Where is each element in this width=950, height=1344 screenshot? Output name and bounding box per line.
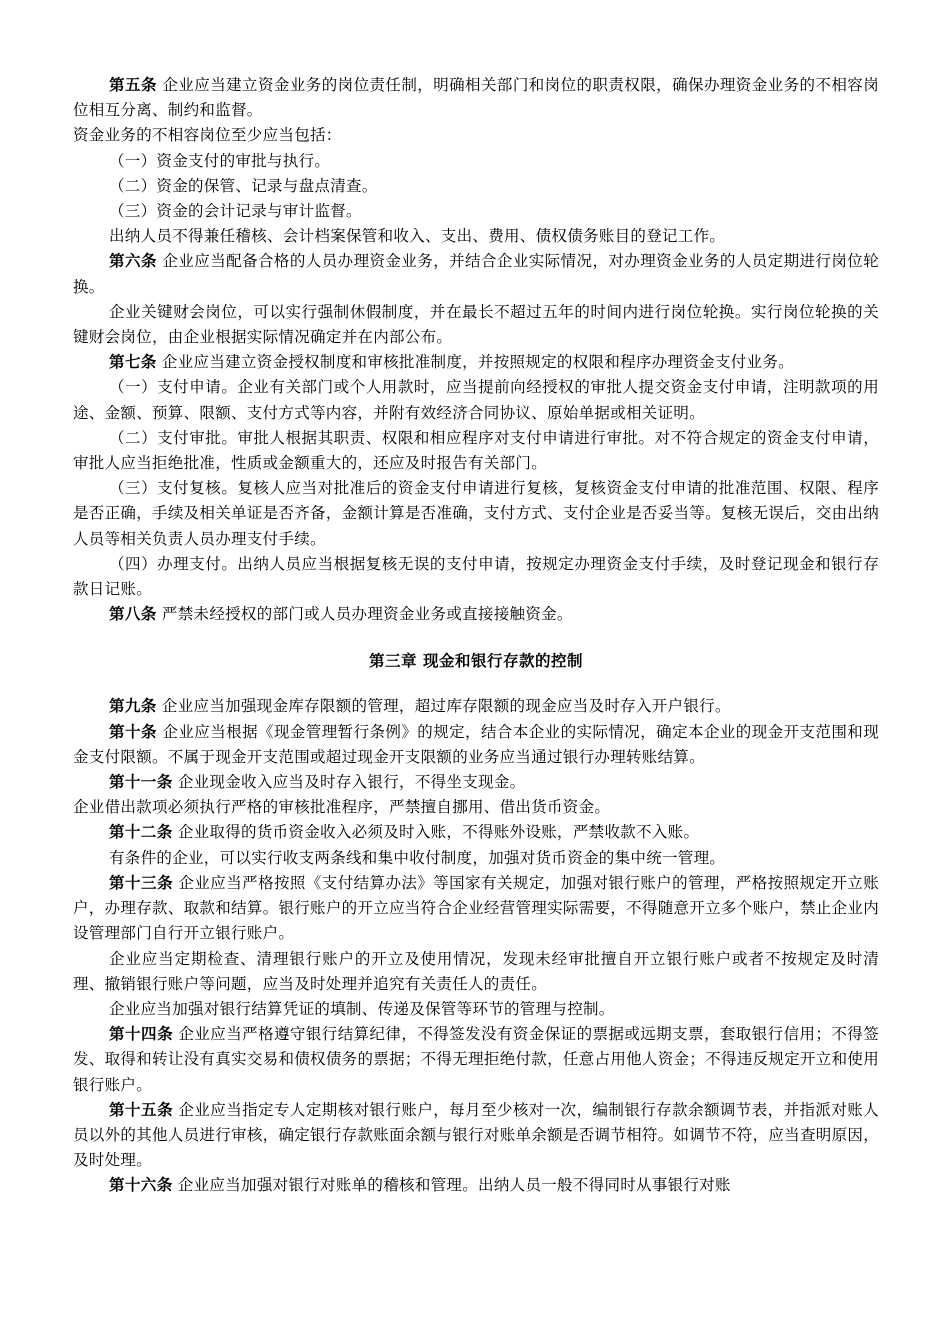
- paragraph-text: 企业应当建立资金授权制度和审核批准制度，并按照规定的权限和程序办理资金支付业务。: [156, 353, 794, 372]
- article-paragraph: [73, 73, 879, 123]
- article-paragraph: [73, 602, 879, 627]
- article-paragraph: [73, 350, 879, 375]
- article-paragraph: [73, 249, 879, 299]
- paragraph-text: （一）支付申请。企业有关部门或个人用款时，应当提前向经授权的审批人提交资金支付申请，注明款项的用途、金额、预算、限额、支付方式等内容，并附有效经济合同协议、原始单据或相关证明。: [73, 378, 879, 422]
- body-paragraph: [73, 199, 879, 224]
- body-paragraph: [73, 300, 879, 350]
- paragraph-text: 有条件的企业，可以实行收支两条线和集中收付制度，加强对货币资金的集中统一管理。: [109, 848, 726, 867]
- article-label: 第十二条: [109, 823, 173, 842]
- chapter-title: 第三章 现金和银行存款的控制: [369, 652, 583, 671]
- article-label: 第十六条: [109, 1176, 173, 1195]
- paragraph-text: 企业应当指定专人定期核对银行账户，每月至少核对一次，编制银行存款余额调节表，并指派对账人员以外的其他人员进行审核，确定银行存款账面余额与银行对账单余额是否调节相符。如调节不符，应当查明原因，及时处理。: [73, 1100, 879, 1170]
- paragraph-text: 企业应当定期检查、清理银行账户的开立及使用情况，发现未经审批擅自开立银行账户或者不按规定及时清理、撤销银行账户等问题，应当及时处理并追究有关责任人的责任。: [73, 949, 879, 993]
- paragraph-text: （三）资金的会计记录与审计监督。: [109, 202, 362, 221]
- paragraph-text: 企业应当建立资金业务的岗位责任制，明确相关部门和岗位的职责权限，确保办理资金业务的不相容岗位相互分离、制约和监督。: [73, 76, 880, 120]
- article-label: 第九条: [109, 697, 157, 716]
- article-paragraph: [73, 720, 879, 770]
- article-paragraph: [73, 770, 879, 795]
- body-paragraph: [73, 426, 879, 476]
- paragraph-text: 企业应当配备合格的人员办理资金业务，并结合企业实际情况，对办理资金业务的人员定期进行岗位轮换。: [73, 252, 880, 296]
- body-paragraph: [73, 846, 879, 871]
- body-paragraph: [73, 552, 879, 602]
- article-label: 第五条: [109, 76, 158, 94]
- body-paragraph: [73, 997, 879, 1022]
- body-paragraph: [73, 947, 879, 997]
- paragraph-text: 企业应当加强对银行对账单的稽核和管理。出纳人员一般不得同时从事银行对账: [172, 1176, 731, 1195]
- paragraph-text: （二）支付审批。审批人根据其职责、权限和相应程序对支付申请进行审批。对不符合规定的资金支付申请，审批人应当拒绝批准，性质或金额重大的，还应及时报告有关部门。: [73, 428, 879, 473]
- article-label: 第六条: [109, 252, 158, 271]
- paragraph-text: 企业应当严格遵守银行结算纪律，不得签发没有资金保证的票据或远期支票，套取银行信用；不得签发、取得和转让没有真实交易和债权债务的票据；不得无理拒绝付款，任意占用他人资金；不得违反规定开立和使用银行账户。: [73, 1025, 879, 1094]
- article-paragraph: [73, 694, 879, 719]
- article-paragraph: [73, 1098, 879, 1174]
- article-label: 第十条: [109, 722, 158, 741]
- paragraph-text: 企业应当加强对银行结算凭证的填制、传递及保管等环节的管理与控制。: [109, 999, 615, 1018]
- paragraph-text: （一）资金支付的审批与执行。: [109, 151, 331, 170]
- paragraph-text: 出纳人员不得兼任稽核、会计档案保管和收入、支出、费用、债权债务账目的登记工作。: [109, 227, 726, 246]
- body-paragraph: [73, 795, 879, 820]
- paragraph-text: 企业现金收入应当及时存入银行，不得坐支现金。: [172, 773, 526, 792]
- paragraph-text: 企业应当严格按照《支付结算办法》等国家有关规定，加强对银行账户的管理，严格按照规定开立账户，办理存款、取款和结算。银行账户的开立应当符合企业经营管理实际需要，不得随意开立多个账户，禁止企业内设管理部门自行开立银行账户。: [73, 873, 879, 943]
- body-paragraph: [73, 476, 879, 552]
- paragraph-text: 企业借出款项必须执行严格的审核批准程序，严禁擅自挪用、借出货币资金。: [73, 798, 611, 817]
- article-label: 第十四条: [109, 1025, 174, 1044]
- article-paragraph: [73, 1173, 879, 1198]
- article-label: 第十一条: [109, 773, 173, 792]
- article-label: 第七条: [109, 353, 157, 372]
- body-paragraph: [73, 174, 879, 199]
- article-label: 第十三条: [109, 873, 174, 892]
- paragraph-text: 严禁未经授权的部门或人员办理资金业务或直接接触资金。: [156, 605, 573, 624]
- section-b: [73, 694, 879, 1198]
- article-paragraph: [73, 871, 879, 947]
- body-paragraph: [73, 149, 879, 174]
- section-a: [73, 73, 879, 627]
- paragraph-text: 企业应当根据《现金管理暂行条例》的规定，结合本企业的实际情况，确定本企业的现金开支范围和现金支付限额。不属于现金开支范围或超过现金开支限额的业务应当通过银行办理转账结算。: [73, 722, 880, 766]
- article-label: 第八条: [109, 605, 157, 624]
- body-paragraph: [73, 375, 879, 425]
- paragraph-text: （三）支付复核。复核人应当对批准后的资金支付申请进行复核，复核资金支付申请的批准范围、权限、程序是否正确，手续及相关单证是否齐备，金额计算是否准确，支付方式、支付企业是否妥当等。复核无误后，交由出纳人员等相关负责人员办理支付手续。: [73, 479, 879, 548]
- paragraph-text: 企业取得的货币资金收入必须及时入账，不得账外设账，严禁收款不入账。: [172, 823, 700, 842]
- paragraph-text: （四）办理支付。出纳人员应当根据复核无误的支付申请，按规定办理资金支付手续，及时登记现金和银行存款日记账。: [73, 554, 879, 599]
- article-paragraph: [73, 1022, 879, 1098]
- article-label: 第十五条: [109, 1100, 174, 1119]
- body-paragraph: [73, 123, 879, 148]
- paragraph-text: （二）资金的保管、记录与盘点清查。: [109, 176, 378, 195]
- article-paragraph: [73, 820, 879, 845]
- paragraph-text: 资金业务的不相容岗位至少应当包括：: [73, 126, 342, 145]
- document-page: [73, 73, 879, 1199]
- paragraph-text: 企业关键财会岗位，可以实行强制休假制度，并在最长不超过五年的时间内进行岗位轮换。实行岗位轮换的关键财会岗位，由企业根据实际情况确定并在内部公布。: [73, 302, 879, 347]
- paragraph-text: 企业应当加强现金库存限额的管理，超过库存限额的现金应当及时存入开户银行。: [156, 697, 731, 716]
- body-paragraph: [73, 224, 879, 249]
